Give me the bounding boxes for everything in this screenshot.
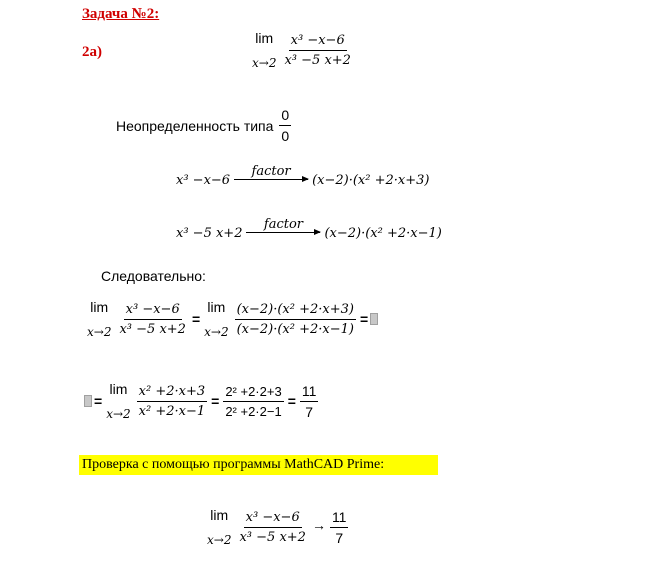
- lim-subscript: x→2: [87, 325, 112, 339]
- result-denominator: 7: [335, 529, 344, 546]
- equals-sign: =: [94, 393, 103, 409]
- indeterminacy-fraction: [279, 107, 291, 144]
- factor-2-left: x³ −5 x+2: [176, 225, 243, 241]
- fraction-denominator: x² +2·x−1: [138, 403, 206, 419]
- fraction-numerator: 2² +2·2+3: [223, 384, 283, 402]
- consequently-text: Следовательно:: [101, 268, 206, 284]
- result-numerator: 11: [330, 509, 349, 528]
- check-heading: Проверка с помощью программы MathCAD Prime:: [82, 457, 385, 472]
- continuation-placeholder: [84, 395, 92, 407]
- part-label: 2а): [82, 44, 102, 60]
- factor-2-right: (x−2)·(x² +2·x−1): [324, 225, 442, 241]
- lim-label: lim: [109, 381, 128, 397]
- equals-sign: =: [359, 311, 369, 327]
- fraction-numerator: (x−2)·(x² +2·x+3): [235, 302, 356, 320]
- factor-1-right: (x−2)·(x² +2·x+3): [312, 172, 430, 188]
- indeterminacy-line: [116, 107, 291, 144]
- factor-1-left: x³ −x−6: [176, 172, 231, 188]
- equals-sign: =: [211, 393, 220, 409]
- problem-limit: [252, 30, 353, 70]
- step-2: [84, 381, 318, 421]
- lim-subscript: x→2: [106, 407, 131, 421]
- fraction-numerator: x³ −x−6: [244, 510, 302, 528]
- factor-line-1: [176, 164, 430, 188]
- lim-label: lim: [207, 299, 226, 315]
- lim-label: lim: [255, 30, 274, 46]
- lim-label: lim: [210, 507, 229, 523]
- check-fraction: [237, 510, 307, 545]
- step-2-fraction-2: [223, 384, 283, 419]
- equals-sign: =: [287, 393, 296, 409]
- task-title: Задача №2:: [82, 6, 160, 22]
- step-2-fraction-1: [137, 384, 207, 419]
- fraction-numerator: x³ −x−6: [124, 302, 182, 320]
- indeterminacy-num: 0: [279, 107, 291, 126]
- fraction-denominator: x³ −5 x+2: [119, 321, 186, 337]
- step-2-result: [300, 383, 319, 420]
- fraction-denominator: (x−2)·(x² +2·x−1): [236, 321, 354, 337]
- lim-subscript: x→2: [207, 533, 232, 547]
- factor-keyword: factor: [251, 164, 291, 179]
- fraction-denominator: x³ −5 x+2: [284, 52, 351, 68]
- problem-fraction: [282, 33, 352, 68]
- continuation-placeholder: [370, 313, 378, 325]
- step-1: [87, 299, 378, 339]
- factor-line-2: [176, 217, 442, 241]
- lim-label: lim: [90, 299, 109, 315]
- step-1-fraction-2: [235, 302, 356, 337]
- equals-sign: =: [191, 311, 201, 327]
- lim-subscript: x→2: [252, 56, 277, 70]
- lim-subscript: x→2: [204, 325, 229, 339]
- step-1-fraction-1: [117, 302, 187, 337]
- indeterminacy-den: 0: [281, 128, 290, 144]
- factor-arrow: [246, 232, 320, 233]
- result-numerator: 11: [300, 383, 319, 402]
- indeterminacy-text: Неопределенность типа: [116, 117, 274, 134]
- factor-keyword: factor: [263, 217, 304, 232]
- result-denominator: 7: [305, 403, 314, 420]
- fraction-denominator: x³ −5 x+2: [239, 529, 306, 545]
- factor-arrow: [234, 179, 308, 180]
- fraction-numerator: x² +2·x+3: [137, 384, 207, 402]
- check-result: [330, 509, 349, 546]
- evaluates-arrow: →: [311, 519, 326, 534]
- fraction-numerator: x³ −x−6: [289, 33, 347, 51]
- fraction-denominator: 2² +2·2−1: [225, 403, 282, 419]
- check-limit: [207, 507, 348, 547]
